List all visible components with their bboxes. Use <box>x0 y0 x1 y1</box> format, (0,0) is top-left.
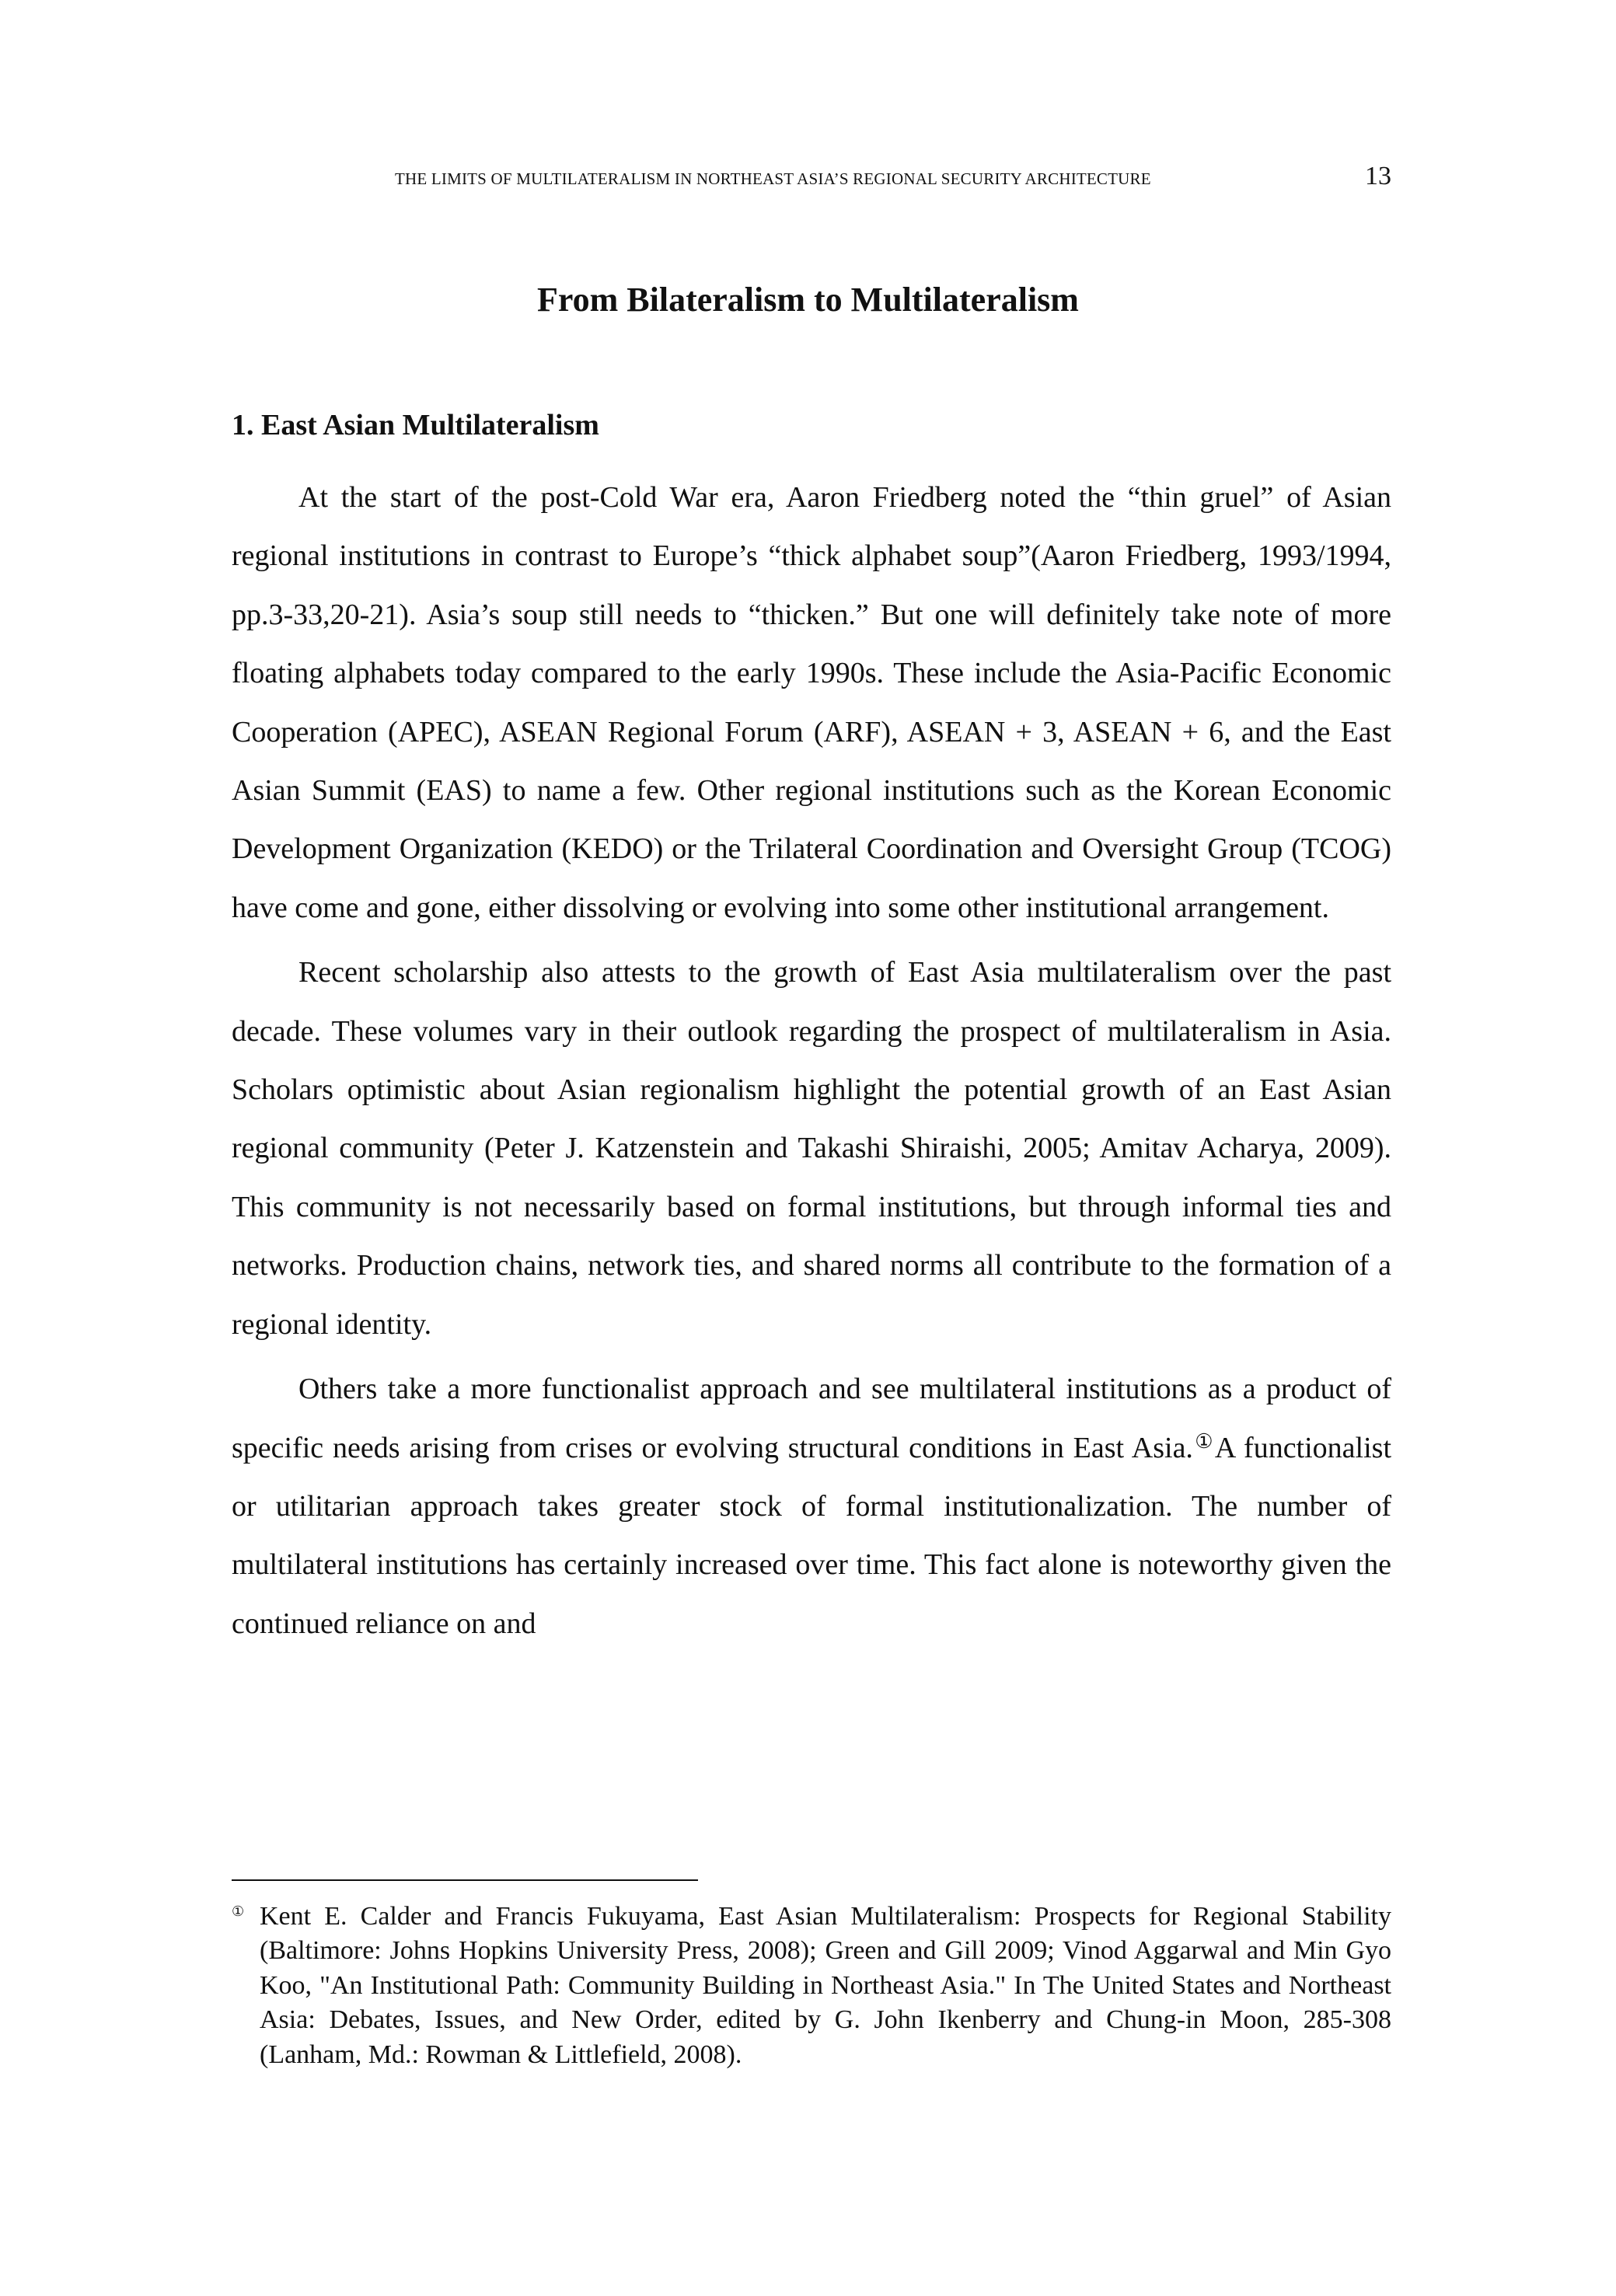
paragraph-3 <box>232 1360 1391 1653</box>
subsection-title: 1. East Asian Multilateralism <box>232 409 599 441</box>
footnote-reference[interactable]: ① <box>1192 1429 1215 1453</box>
page-number: 13 <box>1365 162 1391 190</box>
paragraph-3-part-1: Others take a more functionalist approach and see multilateral institutions as a product of specific needs arising from crises or evolving structural conditions in East Asia. <box>232 1373 1391 1464</box>
footnote-divider <box>232 1879 698 1881</box>
running-header <box>395 162 1391 193</box>
paragraph-1: At the start of the post-Cold War era, Aaron Friedberg noted the “thin gruel” of Asian regional institutions in contrast to Europe’s “thick alphabet soup”(Aaron Friedberg, 1993/1994, pp.3-33,20-21). Asia’s soup still needs to “thicken.” But one will definitely take note of more floating alphabets today compared to the early 1990s. These include the Asia-Pacific Economic Cooperation (APEC), ASEAN Regional Forum (ARF), ASEAN + 3, ASEAN + 6, and the East Asian Summit (EAS) to name a few. Other regional institutions such as the Korean Economic Development Organization (KEDO) or the Trilateral Coordination and Oversight Group (TCOG) have come and gone, either dissolving or evolving into some other institutional arrangement. <box>232 481 1391 924</box>
footnote-text: Kent E. Calder and Francis Fukuyama, East Asian Multilateralism: Prospects for Regional Stability (Baltimore: Johns Hopkins University Press, 2008); Green and Gill 2009; Vinod Aggarwal and Min Gyo Koo, "An Institutional Path: Community Building in Northeast Asia." In The United States and Northeast Asia: Debates, Issues, and New Order, edited by G. John Ikenberry and Chung-in Moon, 285-308 (Lanham, Md.: Rowman & Littlefield, 2008). <box>260 1902 1391 2069</box>
footnote-mark: ① <box>232 1903 245 1919</box>
paragraph-3-part-2: A functionalist or utilitarian approach takes greater stock of formal institutionalization. The number of multilateral institutions has certainly increased over time. This fact alone is noteworthy given the continued reliance on and <box>232 1431 1391 1640</box>
paragraph-2: Recent scholarship also attests to the growth of East Asia multilateralism over the past decade. These volumes vary in their outlook regarding the prospect of multilateralism in Asia. Scholars optimistic about Asian regionalism highlight the potential growth of an East Asian regional community (Peter J. Katzenstein and Takashi Shiraishi, 2005; Amitav Acharya, 2009). This community is not necessarily based on formal institutions, but through informal ties and networks. Production chains, network ties, and shared norms all contribute to the formation of a regional identity. <box>232 956 1391 1341</box>
body-text <box>232 469 1391 1659</box>
footnote <box>232 1900 1391 2072</box>
section-title: From Bilateralism to Multilateralism <box>537 281 1079 319</box>
running-title: THE LIMITS OF MULTILATERALISM IN NORTHEAST ASIA’S REGIONAL SECURITY ARCHITECTURE <box>395 169 1151 188</box>
